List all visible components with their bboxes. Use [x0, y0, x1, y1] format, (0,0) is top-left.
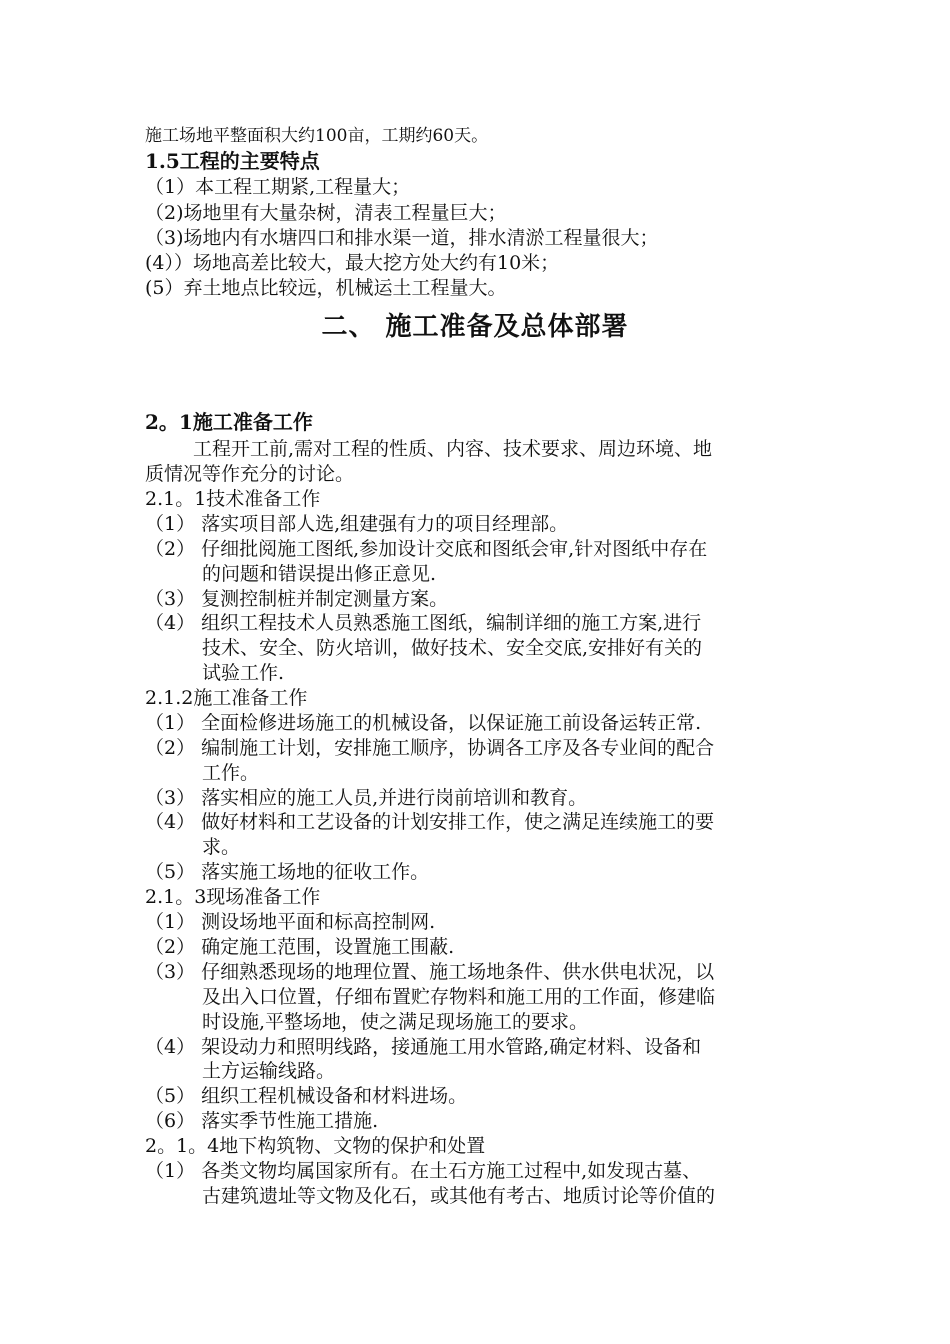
list-item: （3） 仔细熟悉现场的地理位置、施工场地条件、供水供电状况，以: [145, 961, 715, 983]
list-item: （4） 组织工程技术人员熟悉施工图纸，编制详细的施工方案,进行: [145, 612, 702, 634]
list-item: （2） 仔细批阅施工图纸,参加设计交底和图纸会审,针对图纸中存在: [145, 538, 708, 560]
list-item: （5） 组织工程机械设备和材料进场。: [145, 1085, 468, 1107]
list-item: （2)场地里有大量杂树，清表工程量巨大；: [145, 202, 507, 224]
list-item: （4） 做好材料和工艺设备的计划安排工作，使之满足连续施工的要: [145, 811, 715, 833]
list-item: (5）弃土地点比较远，机械运土工程量大。: [145, 277, 507, 299]
subsection-heading-2-1-1: 2.1。1技术准备工作: [145, 488, 321, 510]
paragraph-line: 质情况等作充分的讨论。: [145, 463, 355, 485]
subsection-heading-2-1-4: 2。1。4地下构筑物、文物的保护和处置: [145, 1135, 486, 1157]
list-item: （2） 编制施工计划，安排施工顺序，协调各工序及各专业间的配合: [145, 737, 715, 759]
section-heading-2-1: 2。1施工准备工作: [145, 410, 313, 434]
list-item-continuation: 试验工作.: [202, 662, 285, 684]
list-item-continuation: 求。: [202, 836, 241, 858]
list-item: （2） 确定施工范围，设置施工围蔽.: [145, 936, 455, 958]
intro-line: 施工场地平整面积大约100亩，工期约60天。: [145, 126, 489, 146]
list-item: （3） 复测控制桩并制定测量方案。: [145, 588, 449, 610]
list-item: (4））场地高差比较大，最大挖方处大约有10米；: [145, 252, 560, 274]
list-item: （3） 落实相应的施工人员,并进行岗前培训和教育。: [145, 787, 588, 809]
list-item: （1）本工程工期紧,工程量大；: [145, 176, 411, 198]
list-item: （1） 落实项目部人选,组建强有力的项目经理部。: [145, 513, 569, 535]
section-heading-1-5: 1.5工程的主要特点: [145, 149, 320, 173]
list-item: （4） 架设动力和照明线路，接通施工用水管路,确定材料、设备和: [145, 1036, 702, 1058]
list-item-continuation: 的问题和错误提出修正意见.: [202, 563, 437, 585]
list-item: （6） 落实季节性施工措施.: [145, 1110, 379, 1132]
list-item-continuation: 古建筑遗址等文物及化石，或其他有考古、地质讨论等价值的: [202, 1185, 716, 1207]
list-item: （1） 全面检修进场施工的机械设备，以保证施工前设备运转正常.: [145, 712, 702, 734]
list-item: （3)场地内有水塘四口和排水渠一道，排水清淤工程量很大；: [145, 227, 659, 249]
list-item-continuation: 技术、安全、防火培训，做好技术、安全交底,安排好有关的: [202, 637, 703, 659]
list-item-continuation: 土方运输线路。: [202, 1060, 336, 1082]
subsection-heading-2-1-2: 2.1.2施工准备工作: [145, 687, 308, 709]
subsection-heading-2-1-3: 2.1。3现场准备工作: [145, 886, 321, 908]
chapter-title: 二、 施工准备及总体部署: [321, 312, 629, 342]
list-item-continuation: 及出入口位置，仔细布置贮存物料和施工用的工作面，修建临: [202, 986, 716, 1008]
list-item: （5） 落实施工场地的征收工作。: [145, 861, 430, 883]
list-item-continuation: 时设施,平整场地，使之满足现场施工的要求。: [202, 1011, 589, 1033]
list-item: （1） 测设场地平面和标高控制网.: [145, 911, 436, 933]
paragraph-line: 工程开工前,需对工程的性质、内容、技术要求、周边环境、地: [193, 438, 713, 460]
list-item-continuation: 工作。: [202, 762, 260, 784]
list-item: （1） 各类文物均属国家所有。在土石方施工过程中,如发现古墓、: [145, 1160, 702, 1182]
